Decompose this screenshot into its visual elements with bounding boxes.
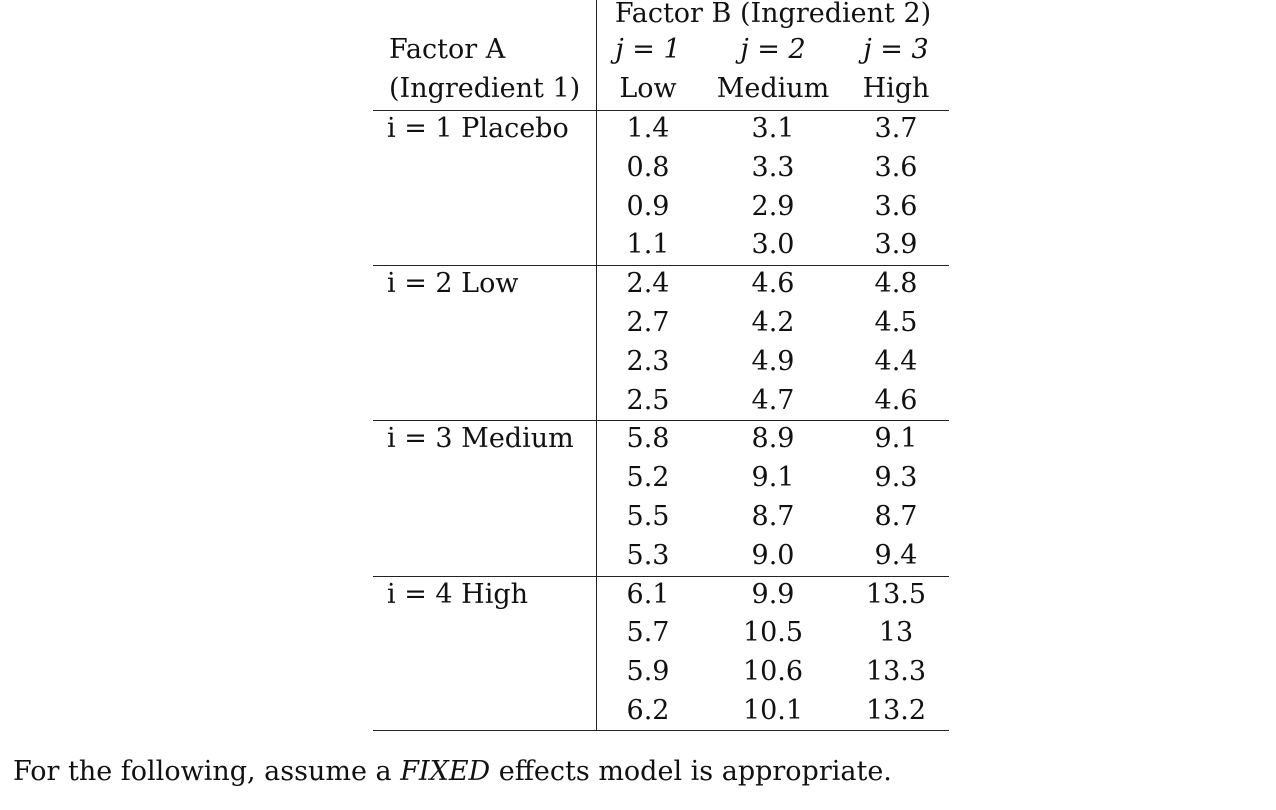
table-cell: 3.9 [874, 229, 918, 261]
table-cell: 9.3 [874, 462, 918, 494]
caption-text [13, 752, 1263, 791]
table-cell: 4.2 [751, 307, 795, 338]
table-cell: 4.6 [751, 268, 795, 300]
table-cell: 3.6 [874, 151, 918, 183]
column-index-j3: j = 3 [863, 34, 929, 65]
table-cell: 1.1 [626, 229, 670, 261]
factor-b-title: Factor B (Ingredient 2) [614, 0, 932, 29]
table-cell: 10.1 [742, 695, 804, 726]
caption-before: For the following, assume a [13, 756, 401, 787]
table-cell: 9.9 [751, 578, 795, 610]
table-cell: 3.3 [751, 151, 795, 183]
table-cell: 5.9 [626, 656, 670, 688]
table-cell: 2.7 [626, 307, 670, 338]
factor-a-subtitle: (Ingredient 1) [389, 73, 581, 104]
table-cell: 5.5 [626, 501, 670, 532]
table-cell: 9.0 [751, 539, 795, 571]
table-cell: 8.7 [874, 501, 918, 532]
table-cell: 2.5 [626, 384, 670, 416]
column-level-low: Low [619, 73, 677, 104]
table-cell: 13 [878, 617, 914, 649]
table-cell: 2.3 [626, 345, 670, 377]
table-cell: 4.5 [874, 307, 918, 338]
table-cell: 4.9 [751, 345, 795, 377]
table-cell: 5.8 [626, 423, 670, 455]
table-cell: 9.1 [874, 423, 918, 455]
table-cell: 6.1 [626, 578, 670, 610]
column-index-j1: j = 1 [615, 34, 681, 65]
column-level-high: High [862, 73, 930, 104]
table-cell: 10.5 [742, 617, 804, 649]
table-cell: 3.7 [874, 113, 918, 144]
anova-data-table [373, 0, 949, 732]
column-index-j2: j = 2 [740, 34, 806, 65]
table-cell: 2.4 [626, 268, 670, 300]
table-cell: 5.2 [626, 462, 670, 494]
table-cell: 4.6 [874, 384, 918, 416]
caption-emphasis: FIXED [400, 756, 491, 787]
table-cell: 1.4 [626, 113, 670, 144]
table-cell: 5.3 [626, 539, 670, 571]
table-cell: 4.7 [751, 384, 795, 416]
table-cell: 10.6 [742, 656, 804, 688]
table-cell: 8.7 [751, 501, 795, 532]
group-label: i = 4 High [387, 578, 529, 610]
group-label: i = 2 Low [387, 268, 519, 300]
table-cell: 9.1 [751, 462, 795, 494]
table-cell: 3.6 [874, 190, 918, 222]
table-cell: 5.7 [626, 617, 670, 649]
table-cell: 6.2 [626, 695, 670, 726]
table-cell: 8.9 [751, 423, 795, 455]
column-level-medium: Medium [716, 73, 830, 104]
table-cell: 0.8 [626, 151, 670, 183]
table-cell: 0.9 [626, 190, 670, 222]
table-cell: 9.4 [874, 539, 918, 571]
table-cell: 3.1 [751, 113, 795, 144]
table-cell: 4.8 [874, 268, 918, 300]
table-bottom-rule [373, 730, 949, 731]
group-label: i = 3 Medium [387, 423, 574, 455]
table-cell: 4.4 [874, 345, 918, 377]
table-cell: 13.2 [865, 695, 927, 726]
table-cell: 13.5 [865, 578, 927, 610]
group-label: i = 1 Placebo [387, 113, 569, 144]
table-cell: 13.3 [865, 656, 927, 688]
factor-a-title: Factor A [389, 34, 506, 65]
caption-after: effects model is appropriate. [490, 756, 892, 787]
table-cell: 3.0 [751, 229, 795, 261]
table-cell: 2.9 [751, 190, 795, 222]
